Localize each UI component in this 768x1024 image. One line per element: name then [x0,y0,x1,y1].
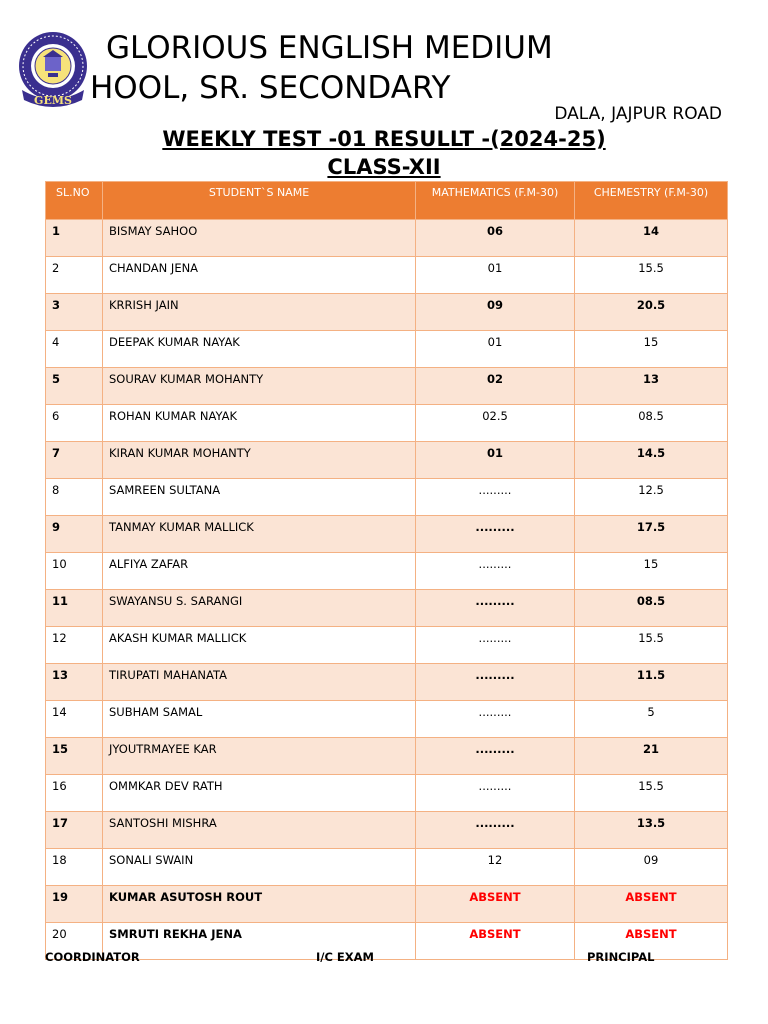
table-row [46,775,728,812]
cell-math: 12 [416,849,575,886]
cell-name: KRRISH JAIN [103,294,416,331]
table-row [46,479,728,516]
class-title: CLASS-XII [327,155,441,179]
table-row [46,220,728,257]
cell-math: ......... [416,590,575,627]
cell-name: SANTOSHI MISHRA [103,812,416,849]
cell-sl: 20 [46,923,103,960]
cell-name: SAMREEN SULTANA [103,479,416,516]
cell-sl: 1 [46,220,103,257]
table-row [46,738,728,775]
cell-name: CHANDAN JENA [103,257,416,294]
cell-chem: 20.5 [575,294,728,331]
table-row [46,590,728,627]
results-body [46,220,728,960]
cell-chem: ABSENT [575,886,728,923]
cell-name: SWAYANSU S. SARANGI [103,590,416,627]
cell-math: ......... [416,812,575,849]
cell-sl: 2 [46,257,103,294]
coordinator-signature: COORDINATOR [45,950,140,964]
table-row [46,849,728,886]
cell-name: ALFIYA ZAFAR [103,553,416,590]
cell-chem: 14 [575,220,728,257]
table-row [46,553,728,590]
cell-math: 02 [416,368,575,405]
cell-math: ABSENT [416,886,575,923]
cell-math: 09 [416,294,575,331]
cell-chem: 15 [575,331,728,368]
cell-chem: 13 [575,368,728,405]
cell-chem: 08.5 [575,405,728,442]
table-row [46,257,728,294]
cell-name: KUMAR ASUTOSH ROUT [103,886,416,923]
cell-sl: 10 [46,553,103,590]
cell-sl: 13 [46,664,103,701]
cell-name: ROHAN KUMAR NAYAK [103,405,416,442]
cell-chem: 17.5 [575,516,728,553]
cell-name: DEEPAK KUMAR NAYAK [103,331,416,368]
cell-name: SUBHAM SAMAL [103,701,416,738]
cell-math: ......... [416,627,575,664]
cell-name: KIRAN KUMAR MOHANTY [103,442,416,479]
table-row [46,442,728,479]
cell-chem: 15.5 [575,775,728,812]
table-row [46,331,728,368]
cell-chem: 15.5 [575,257,728,294]
cell-name: SONALI SWAIN [103,849,416,886]
cell-sl: 14 [46,701,103,738]
cell-sl: 12 [46,627,103,664]
cell-sl: 9 [46,516,103,553]
ic-exam-signature: I/C EXAM [316,950,374,964]
cell-sl: 6 [46,405,103,442]
cell-math: 01 [416,331,575,368]
cell-sl: 15 [46,738,103,775]
column-header-name: STUDENT`S NAME [103,182,416,220]
table-header-row [46,182,728,220]
cell-sl: 19 [46,886,103,923]
column-header-math: MATHEMATICS (F.M-30) [416,182,575,220]
school-name-line1: GLORIOUS ENGLISH MEDIUM [106,30,553,66]
results-table [45,181,728,960]
logo-text: GEMS [34,94,72,107]
column-header-sl: SL.NO [46,182,103,220]
cell-sl: 5 [46,368,103,405]
cell-math: ......... [416,479,575,516]
table-row [46,812,728,849]
cell-math: ......... [416,701,575,738]
cell-chem: 13.5 [575,812,728,849]
principal-signature: PRINCIPAL [587,950,655,964]
cell-sl: 11 [46,590,103,627]
cell-chem: 08.5 [575,590,728,627]
cell-sl: 4 [46,331,103,368]
cell-math: 01 [416,442,575,479]
cell-math: ......... [416,516,575,553]
table-row [46,701,728,738]
cell-name: TIRUPATI MAHANATA [103,664,416,701]
cell-sl: 8 [46,479,103,516]
cell-name: TANMAY KUMAR MALLICK [103,516,416,553]
cell-math: ABSENT [416,923,575,960]
cell-chem: 15 [575,553,728,590]
cell-math: 01 [416,257,575,294]
cell-math: ......... [416,738,575,775]
test-title: WEEKLY TEST -01 RESULLT -(2024-25) [162,127,606,151]
cell-sl: 16 [46,775,103,812]
table-row [46,368,728,405]
cell-name: SOURAV KUMAR MOHANTY [103,368,416,405]
cell-name: SMRUTI REKHA JENA [103,923,416,960]
cell-sl: 3 [46,294,103,331]
cell-chem: 11.5 [575,664,728,701]
cell-name: OMMKAR DEV RATH [103,775,416,812]
cell-chem: 15.5 [575,627,728,664]
cell-chem: 14.5 [575,442,728,479]
table-row [46,294,728,331]
cell-name: BISMAY SAHOO [103,220,416,257]
cell-math: ......... [416,664,575,701]
cell-name: AKASH KUMAR MALLICK [103,627,416,664]
cell-sl: 7 [46,442,103,479]
cell-chem: 21 [575,738,728,775]
table-row [46,405,728,442]
school-crest-icon [16,30,90,110]
cell-math: ......... [416,775,575,812]
column-header-chem: CHEMESTRY (F.M-30) [575,182,728,220]
cell-chem: ABSENT [575,923,728,960]
table-row [46,886,728,923]
cell-math: 06 [416,220,575,257]
school-location: DALA, JAJPUR ROAD [554,104,722,124]
school-name-line2: HOOL, SR. SECONDARY [90,70,451,106]
cell-name: JYOUTRMAYEE KAR [103,738,416,775]
cell-chem: 5 [575,701,728,738]
cell-chem: 09 [575,849,728,886]
school-name [90,28,610,108]
table-row [46,516,728,553]
cell-chem: 12.5 [575,479,728,516]
table-row [46,664,728,701]
cell-math: 02.5 [416,405,575,442]
cell-sl: 18 [46,849,103,886]
cell-sl: 17 [46,812,103,849]
cell-math: ......... [416,553,575,590]
table-row [46,627,728,664]
